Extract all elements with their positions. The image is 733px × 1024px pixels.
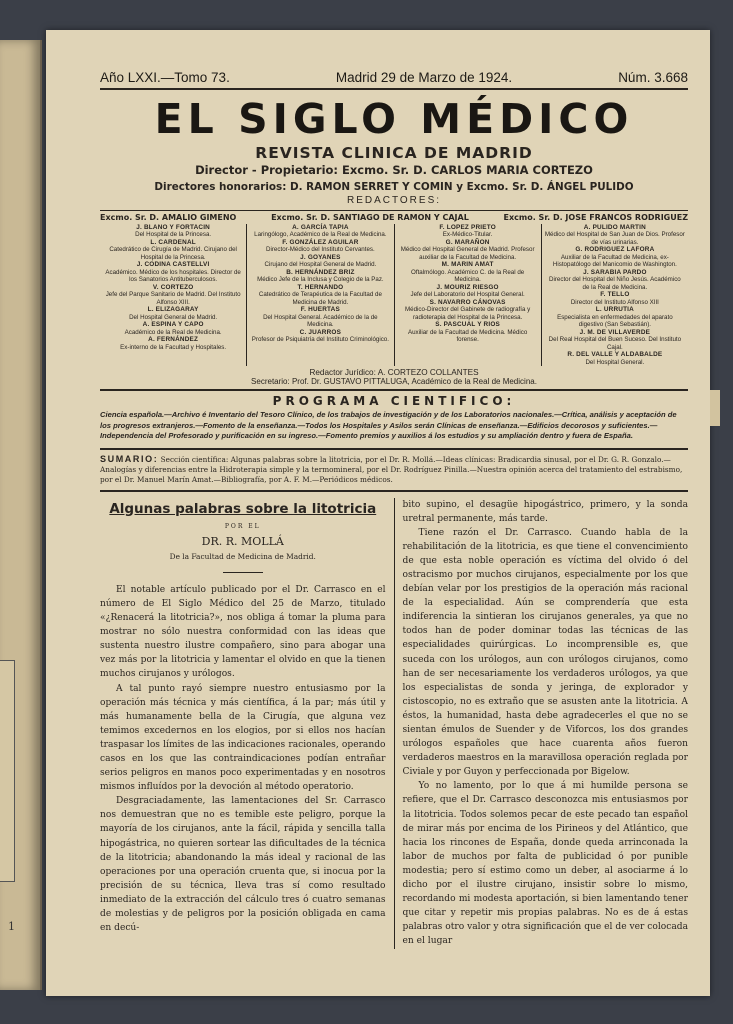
board-member-name: F. LOPEZ PRIETO [439, 223, 496, 231]
board-member-name: L. ELIZAGARAY [147, 306, 199, 313]
redactores-label: REDACTORES: [346, 195, 442, 206]
sumario-label: SUMARIO: [100, 453, 159, 464]
board-member-name: A. GARCÍA TAPIA [292, 223, 349, 231]
board-member-role: Del Hospital General de Madrid. [129, 313, 218, 321]
article-title: Algunas palabras sobre la litotricia [109, 500, 377, 517]
page-content [100, 70, 688, 949]
board-member-role: Director del Hospital del Niño Jesús. Académico de la Real de Medicina. [549, 276, 681, 291]
board-member-name: J. BLANO Y FORTACIN [136, 223, 210, 231]
board-member-role: Académico. Médico de los hospitales. Director de los Sanatorios Antituberculosos. [105, 268, 241, 283]
sumario [100, 448, 688, 492]
programa-heading: PROGRAMA CIENTIFICO: [272, 394, 516, 408]
article-column-left [100, 498, 395, 949]
article-author: DR. R. MOLLÁ [201, 534, 284, 548]
volume-info: Año LXXI.—Tomo 73. [100, 70, 230, 85]
sumario-text: Sección científica: Algunas palabras sobre la litotricia, por el Dr. R. Mollá.—Ideas clínicas: Bradicardia sinusal, por el Dr. G. R. Gonzalo.—Analogías y diferencias entre la Hidroterapia simple y la termomineral, por el Dr. Rodríguez Pinilla.—Nuestra opinión acerca del tratamiento del estrabismo, por el Dr. Manuel Marín Amat.—Bibliografía, por A. F. M.—Periódicos médicos. [100, 454, 683, 484]
secretario: Secretario: Prof. Dr. GUSTAVO PITTALUGA, Académico de la Real de Medicina. [251, 376, 537, 386]
board-column [247, 224, 394, 367]
board-member-role: Oftalmólogo. Académico C. de la Real de Medicina. [411, 268, 525, 283]
paragraph: El notable artículo publicado por el Dr. Carrasco en el número de El Siglo Médico del 25 de Marzo, titulado «¿Renacerá la litotricia?», nos obliga á tomar la pluma para mostrar no sólo nuestra conformidad con las ideas que sustenta nuestro ilustre compañero, sino para abogar una vez más por la litotricia y lamentar el olvido en que la tienen muchos cirujanos y urólogos. [100, 584, 386, 680]
board-member-name: T. HERNANDO [297, 283, 344, 291]
board-member-role: Médico-Director del Gabinete de radiografía y radioterapia del Hospital de la Princesa. [405, 306, 531, 321]
board-member-name: F. TELLO [600, 291, 630, 298]
board-member-role: Profesor de Psiquiatría del Instituto Criminológico. [251, 336, 389, 343]
paragraph: A tal punto rayó siempre nuestro entusiasmo por la operación más técnica y más científica, á la par; más útil y más humanamente bella de la Cirugía, que alguna vez temimos excedernos en los elogios, por si ellos nos hacían traspasar los límites de las indicaciones racionales, operando casos en los que las contraindicaciones podían entrañar serios peligros en manos poco experimentadas y en nosotros mismos influídos por la devoción al método operatorio. [100, 683, 386, 793]
board-member-role: Académico de la Real de Medicina. [124, 328, 222, 336]
board-member-name: L. URRUTIA [595, 306, 634, 313]
board-member-name: B. HERNÁNDEZ BRIZ [286, 268, 355, 276]
board-member-name: S. PASCUAL Y RIOS [435, 321, 500, 328]
board-member-name: J. GOYANES [300, 253, 341, 261]
journal-page [46, 30, 710, 996]
board-member-name: G. RODRIGUEZ LAFORA [575, 246, 655, 253]
board-member-role: Director del Instituto Alfonso XIII [570, 298, 659, 306]
board-member-role: Jefe del Parque Sanitario de Madrid. Del Instituto Alfonso XIII. [105, 291, 241, 306]
board-member-role: Auxiliar de la Facultad de Medicina, ex-Histopatólogo del Manicomio de Washington. [552, 253, 677, 268]
board-member-role: Jefe del Laboratorio del Hospital General. [410, 291, 525, 298]
article-column-right [395, 498, 689, 949]
board-column [395, 224, 542, 367]
board-head: Excmo. Sr. D. JOSE FRANCOS RODRIGUEZ [503, 213, 688, 222]
board-member-name: F. HUERTAS [300, 306, 340, 313]
title-divider [223, 572, 263, 573]
paragraph: bito supino, el desagüe hipogástrico, primero, y la sonda uretral permanente, más tarde. [402, 499, 688, 524]
board-member-role: Cirujano del Hospital General de Madrid. [264, 261, 377, 268]
redactor-juridico: Redactor Jurídico: A. CORTEZO COLLANTES [309, 368, 479, 377]
board-member-name: L. CARDENAL [150, 238, 196, 246]
issue-date: Madrid 29 de Marzo de 1924. [335, 70, 513, 85]
board-member-role: Laringólogo, Académico de la Real de Medicina. [254, 231, 387, 238]
programa-text: Ciencia española.—Archivo é Inventario del Tesoro Clínico, de los trabajos de investigación y de los Laboratorios nacionales.—Crítica, análisis y aceptación de los progresos extranjeros.—Fomento de la enseñanza.—Todos los Hospitales y Asilos serán Clínicas de enseñanza.—Edificios decorosos y suficientes.—Independencia del Profesorado y purificación en su ingreso.—Fomento premios y auxilios á los estudios y su ampliación dentro y fuera de España. [100, 410, 677, 440]
board-member-role: Catedrático de Cirugía de Madrid. Cirujano del Hospital de la Princesa. [109, 246, 237, 261]
board-column [100, 224, 247, 367]
board-member-role: Especialista en enfermedades del aparato digestivo (San Sebastián). [557, 313, 673, 328]
board-member-name: S. NAVARRO CÁNOVAS [429, 298, 506, 306]
board-member-name: A. FERNÁNDEZ [148, 336, 199, 343]
adjacent-page-figure [0, 660, 15, 882]
page-edge-tab [710, 390, 720, 426]
board-columns [100, 224, 688, 367]
paragraph: Tiene razón el Dr. Carrasco. Cuando habla de la rehabilitación de la litotricia, es que tiene el convencimiento de que esta noble operación es víctima del olvido ó del ostracismo por muchos cirujanos, especialmente por los que debían velar por los prestigios de la operación más racional de la especialidad. Aún se comprendería que esta indiferencia la sintieran los cirujanos generales, ya que no todos han de poder dominar todas las técnicas de las especialidades quirúrgicas. Lo incomprensible es, que suceda con los urólogos, aun con urólogos cirujanos, como han de ser necesariamente los verdaderos urólogos, ya que los especialistas de sonda y jeringa, de explorador y cistoscopio, no es extraño que se asusten ante la litotricia. A éstos, la humanidad, hasta debe agradecerles el que no se sientan émulos de Suender y de Viforcos, los dos grandes urólogos españoles que hace cuarenta años fueron verdaderos maestros en la maravillosa operación reglada por Civiale y por Guyon y perfeccionada por Bigelow. [402, 527, 688, 778]
editorial-board [100, 210, 688, 385]
board-member-role: Director-Médico del Instituto Cervantes. [266, 246, 375, 253]
adjacent-page-mark: 1 [8, 920, 15, 933]
board-head: Excmo. Sr. D. SANTIAGO DE RAMON Y CAJAL [271, 213, 469, 222]
board-column [542, 224, 688, 367]
board-heads [100, 214, 688, 222]
board-member-role: Del Hospital General. [585, 358, 645, 366]
board-member-role: Médico del Hospital General de Madrid. Profesor auxiliar de la Facultad de Medicina. [400, 246, 535, 261]
board-member-name: A. PULIDO MARTIN [583, 223, 646, 231]
paragraph: Yo no lamento, por lo que á mi humilde persona se refiere, que el Dr. Carrasco desconozca mis entusiasmos por la litotricia. Todos solemos pecar de este pecado tan español de mirar más por encima de los Pirineos y del Atlántico, que hacia los rincones de España, donde queda arrinconada la labor de muchos por falta de publicidad ó por punible modestia; pero sí estimo como un deber, al asociarme á lo dicho por el ilustre cirujano, insistir sobre lo mismo, recordando mi modesta aportación, si bien lamentando tener que citar y repetir mis propias palabras. No es de á estas palabras otro valor y otra significación que el de ver colocada en el lugar [402, 781, 688, 947]
board-member-name: J. M. DE VILLAVERDE [579, 328, 651, 336]
board-member-role: Médico del Hospital de San Juan de Dios. Profesor de vías urinarias. [544, 231, 685, 246]
programa-cientifico [100, 389, 688, 442]
board-member-name: M. MARIN AMAT [441, 261, 494, 268]
board-member-role: Médico Jefe de la Inclusa y Colegio de la Paz. [257, 276, 384, 283]
honorary-directors: Directores honorarios: D. RAMON SERRET Y COMIN y Excmo. Sr. D. ÁNGEL PULIDO [154, 181, 634, 193]
board-member-name: R. DEL VALLE Y ALDABALDE [567, 351, 663, 358]
article-por: POR EL [224, 522, 261, 530]
board-member-role: Del Hospital General. Académico de la de Medicina. [263, 313, 378, 328]
article-affiliation: De la Facultad de Medicina de Madrid. [169, 551, 316, 561]
board-member-role: Del Real Hospital del Buen Suceso. Del Instituto Cajal. [548, 336, 682, 351]
board-member-name: J. CODINA CASTELLVI [136, 261, 210, 268]
board-member-role: Ex-interno de la Facultad y Hospitales. [120, 343, 227, 351]
board-head: Excmo. Sr. D. AMALIO GIMENO [100, 213, 237, 222]
journal-subtitle: REVISTA CLINICA DE MADRID [255, 144, 533, 162]
board-member-role: Auxiliar de la Facultad de Medicina. Médico forense. [407, 328, 528, 343]
board-member-name: C. JUARROS [299, 328, 342, 336]
board-member-name: G. MARAÑON [445, 238, 490, 246]
board-member-name: V. CORTEZO [152, 283, 194, 291]
board-member-name: F. GONZÁLEZ AGUILAR [282, 238, 359, 246]
adjacent-page [0, 40, 42, 990]
journal-title: EL SIGLO MÉDICO [154, 95, 634, 143]
issue-number: Núm. 3.668 [618, 70, 688, 85]
issue-line [100, 70, 688, 90]
article-body [100, 498, 688, 949]
board-member-name: A. ESPINA Y CAPO [142, 321, 204, 328]
board-member-role: Del Hospital de la Princesa. [135, 231, 212, 238]
board-member-role: Catedrático de Terapéutica de la Facultad de Medicina de Madrid. [258, 291, 382, 306]
board-member-name: J. MOURIZ RIESGO [436, 283, 499, 291]
board-member-role: Ex-Médico-Titular. [442, 231, 493, 238]
board-member-name: J. SARABIA PARDO [583, 268, 647, 276]
paragraph: Desgraciadamente, las lamentaciones del Sr. Carrasco nos demuestran que no es temible este peligro, porque la mayoría de los cirujanos, ante la fácil, rápida y sencilla talla hipogástrica, no quieren sortear las dificultades de la técnica de la litotricia; abandonando la más ideal y racional de las operaciones por una operación cruenta que, si inocua por la precisión de su técnica, lleva tras sí como resultado inmediato de la extracción del cálculo tres ó cuatro semanas de molestias y de peligros por la posición obligada en cama en decú- [100, 796, 386, 934]
director-line: Director - Propietario: Excmo. Sr. D. CARLOS MARIA CORTEZO [195, 163, 593, 177]
